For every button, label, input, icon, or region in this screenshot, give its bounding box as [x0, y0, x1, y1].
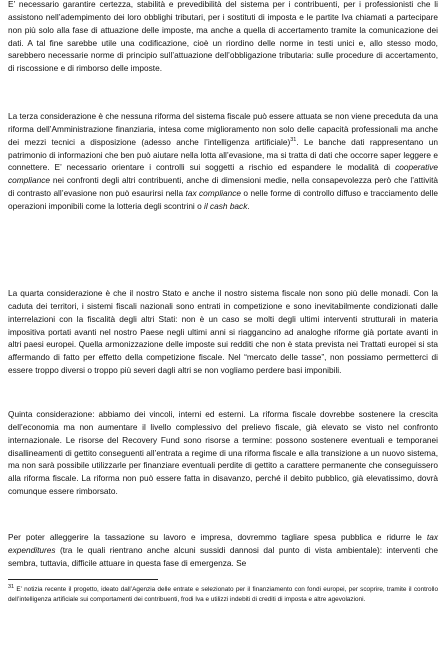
text-run: La terza considerazione è che nessuna riforma del sistema fiscale può essere attuata se non viene preceduta da una riforma dell’Amministrazione finanziaria, intesa come miglioramento non solo delle capacità professionali ma anche dei mezzi tecnici a disposizione (adesso anche l’intelligenza artificiale) — [8, 111, 438, 147]
footnote-marker: 31 — [8, 583, 15, 590]
document-page — [8, 0, 438, 647]
text-run: Per poter alleggerire la tassazione su lavoro e impresa, dovremmo tagliare spesa pubblica e ridurre le — [8, 532, 427, 542]
paragraph-3 — [8, 287, 438, 377]
footnote-separator — [8, 579, 158, 580]
text-run: o nelle forme di controllo diffuso e tracciamento delle operazioni imponibili come la lotteria degli scontrini o — [8, 188, 438, 211]
text-run: (tra le quali rientrano anche alcuni sussidi dannosi dal punto di vista ambientale): interventi che sembra, tuttavia, difficile attuare in questa fase di emergenza. Se — [8, 544, 438, 568]
italic-text: tax expenditures — [8, 532, 438, 555]
italic-text: il cash back — [204, 200, 248, 211]
footnote — [8, 585, 438, 604]
paragraph-1 — [8, 0, 438, 75]
text-run: La quarta considerazione è che il nostro Stato e anche il nostro sistema fiscale non sono più delle monadi. Con la caduta dei territori, i sistemi fiscali nazionali sono entrati in competizione e sono inevitabilmente condizionati dalle interrelazioni con la fiscalità degli altri Stati: non è un caso se molti degli ultimi interventi strutturali in materia impositiva portati avanti nel nostro Paese negli ultimi anni si riaggancino ad analoghe riforme già portate avanti in altri paesi europei. Quella armonizzazione delle imposte sui redditi che non è stata prevista nei Trattati europei si sta affermando di fatto per effetto della competizione fiscale. Nel “mercato delle tasse”, non possiamo permetterci di essere troppo diversi o troppo più severi dagli altri se non vogliamo perdere basi imponibili. — [8, 288, 438, 376]
paragraph-4 — [8, 408, 438, 498]
text-run: Quinta considerazione: abbiamo dei vincoli, interni ed esterni. La riforma fiscale dovrebbe sostenere la crescita dell’economia ma non aumentare il livello complessivo del prelievo fiscale, già elevato se visto nel confronto internazionale. Le risorse del Recovery Fund sono risorse a termine: possono sostenere eventuali e temporanei disallineamenti di gettito conseguenti all’entrata a regime di una riforma fiscale e alla transizione a un nuovo sistema, ma non sarà possibile utilizzarle per finanziare eventuali perdite di gettito a carattere permanente che conseguissero alla riforma fiscale. La riforma non può essere fatta in disavanzo, perché il debito pubblico, già elevatissimo, dovrà comunque essere rimborsato. — [8, 409, 438, 497]
italic-text: tax compliance — [185, 188, 241, 199]
text-run: . — [247, 200, 250, 211]
text-run: . Le banche dati rappresentano un patrimonio di informazioni che ben può aiutare nella lotta all’evasione, ma si tratta di dati che occorre saper leggere e connettere. E’ necessario orientare i controlli sui soggetti a rischio ed espandere le modalità di — [8, 136, 438, 173]
footnote-text: E’ notizia recente il progetto, ideato dall’Agenzia delle entrate e selezionato per il finanziamento con fondi europei, per scoprire, tramite il controllo dell’intelligenza artificiale sui comportamenti dei contribuenti, frodi Iva e utilizzi indebiti di crediti di imposta e altre agevolazioni. — [8, 586, 438, 603]
text-run: E’ necessario garantire certezza, stabilità e prevedibilità del sistema per i contribuenti, per i professionisti che li assistono nell’adempimento dei loro obblighi tributari, per i sostituti di imposta e le partite Iva chiamati a partecipare non più solo alla fase di attuazione delle imposte, ma anche a quella di accertamento tramite la comunicazione dei dati. A tal fine sarebbe utile una codificazione, cioè un riordino delle norme in testi unici e, allo stesso modo, sarebbero necessarie norme di principio sull’attuazione dell’obbligazione tributaria: sulle procedure di accertamento, di riscossione e di rimborso delle imposte. — [8, 0, 438, 74]
footnote-reference: 31 — [290, 136, 297, 143]
paragraph-5 — [8, 531, 438, 570]
text-run: nei confronti degli altri contribuenti, anche di dimensioni medie, nella consapevolezza però che l’attività di contrasto all’evasione non può esaurirsi nella — [8, 175, 438, 199]
paragraph-2 — [8, 110, 438, 213]
italic-text: cooperative compliance — [8, 162, 438, 186]
